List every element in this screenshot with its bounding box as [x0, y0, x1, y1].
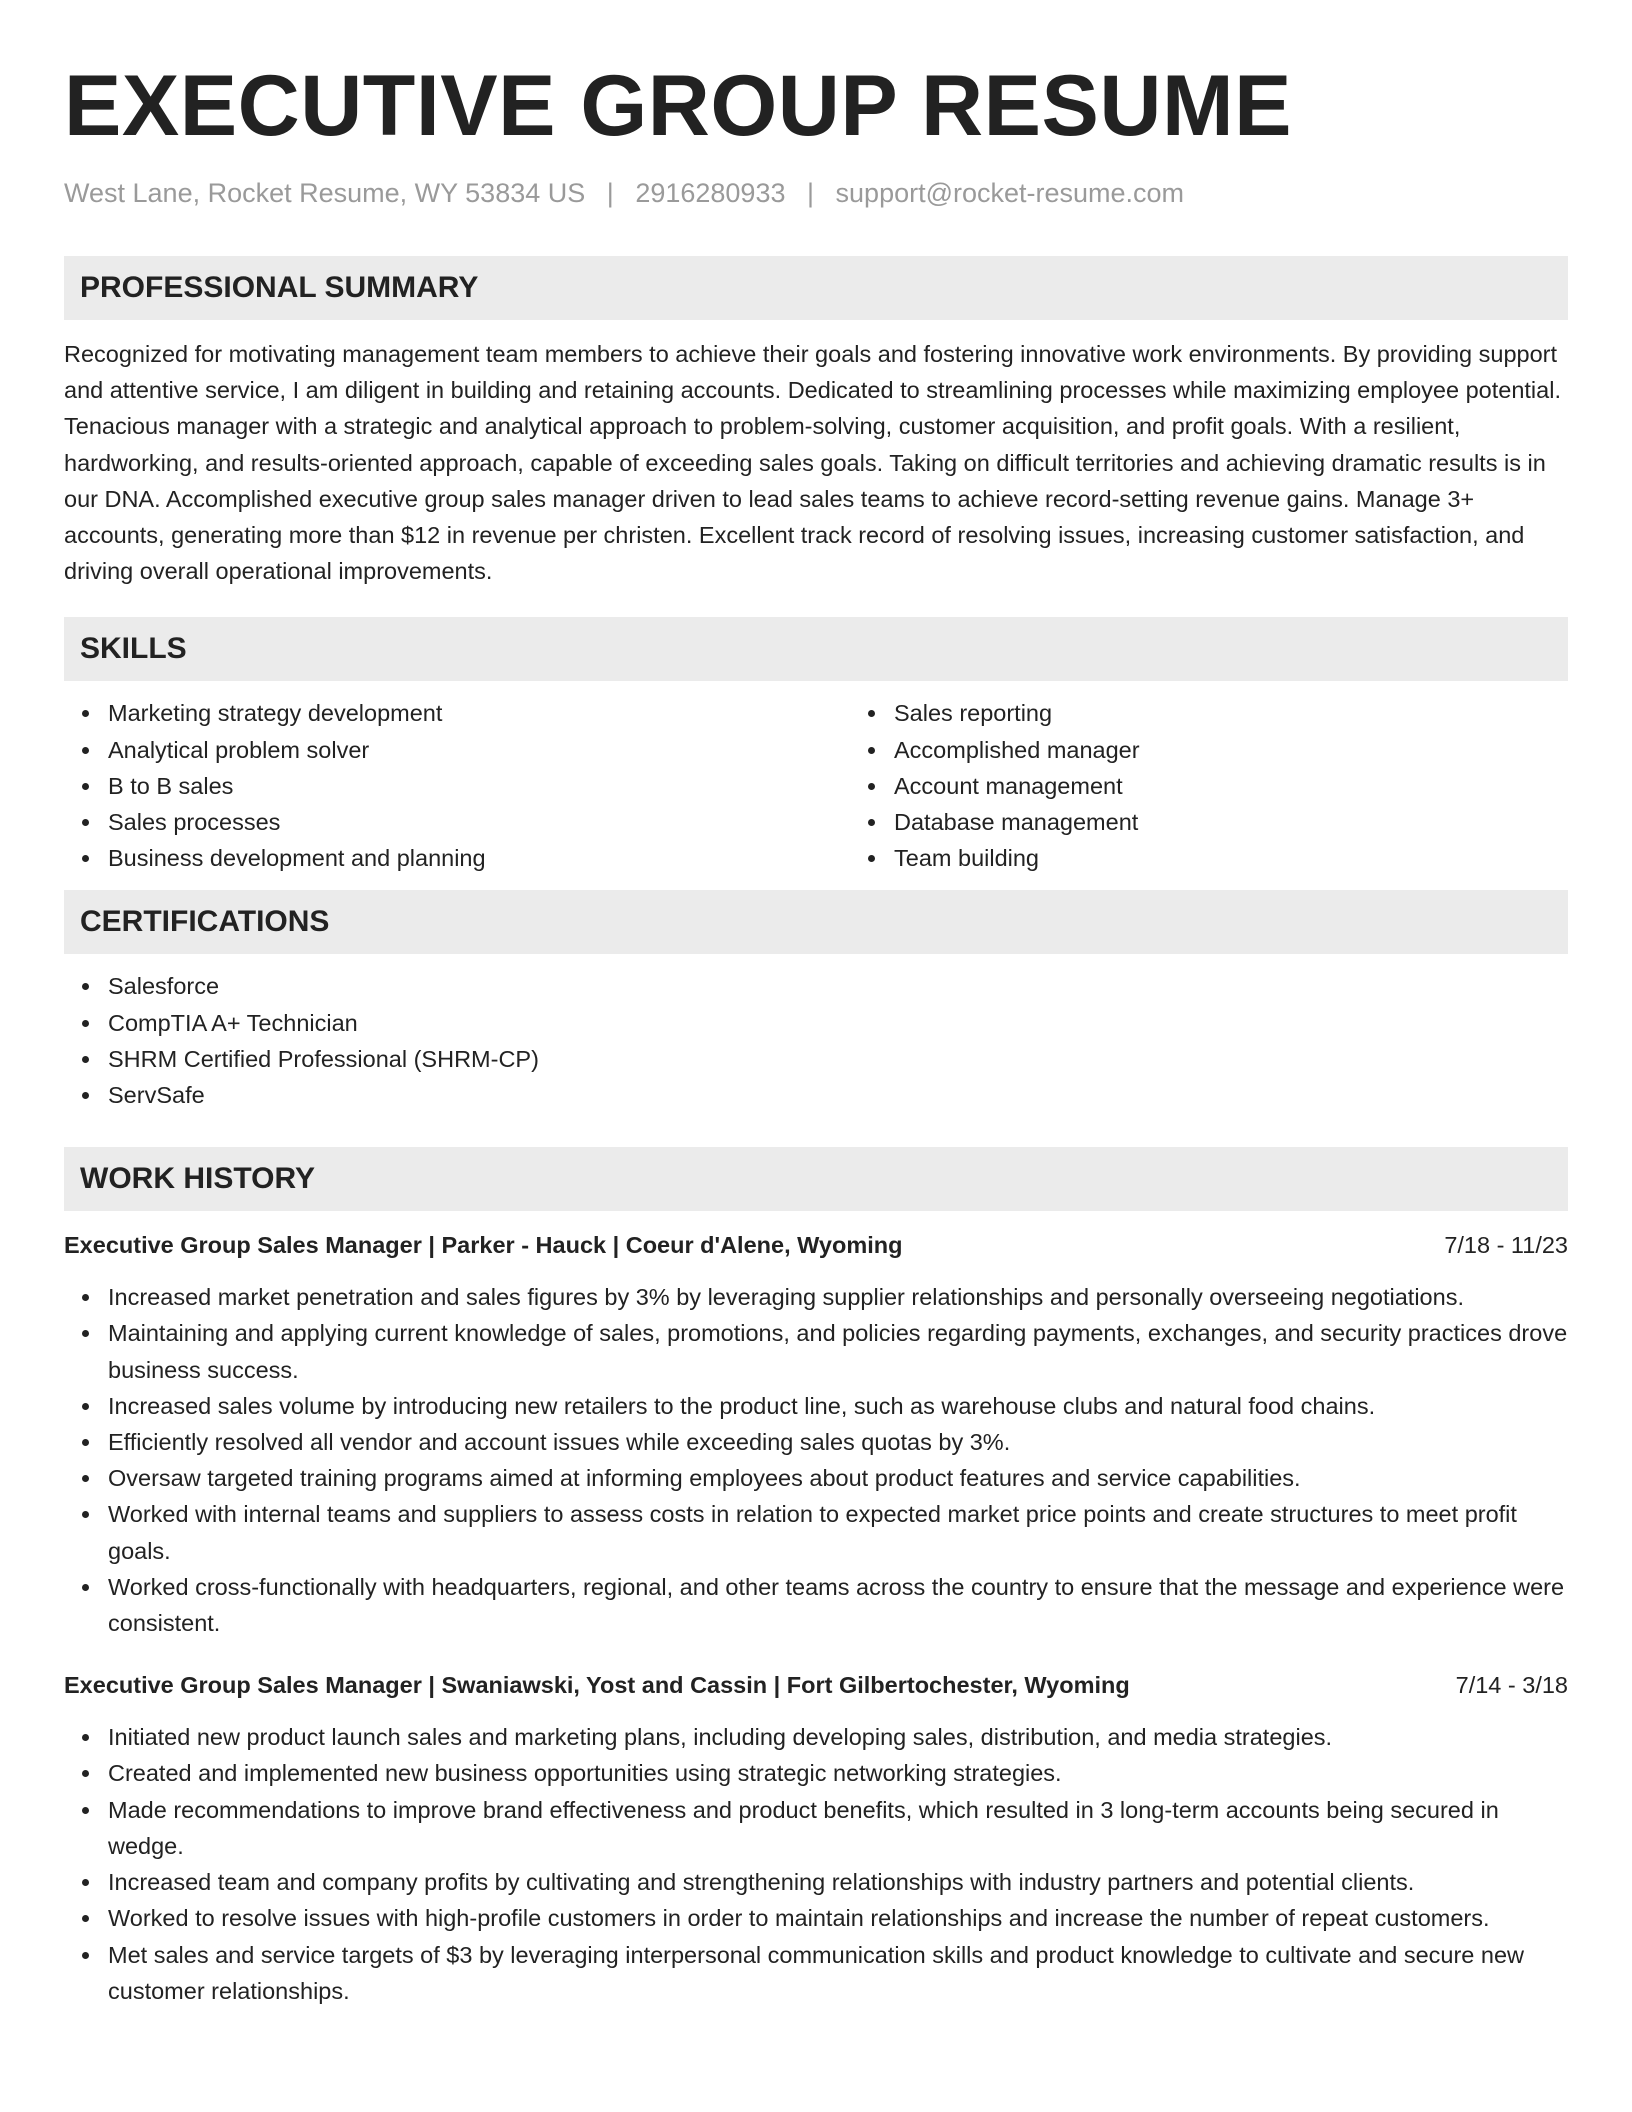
resume-name: EXECUTIVE GROUP RESUME	[64, 58, 1292, 154]
skills-list-left	[64, 695, 850, 876]
contact-address: West Lane, Rocket Resume, WY 53834 US	[64, 178, 586, 208]
list-item: Efficiently resolved all vendor and account issues while exceeding sales quotas by 3%.	[108, 1424, 1568, 1460]
list-item: Sales reporting	[894, 695, 1632, 731]
certifications-list	[64, 968, 1568, 1113]
skills-columns	[64, 695, 1568, 876]
job-title-company: Executive Group Sales Manager | Parker - Hauck | Coeur d'Alene, Wyoming	[64, 1232, 903, 1259]
resume-page	[64, 0, 1568, 2009]
list-item: Team building	[894, 840, 1632, 876]
list-item: Met sales and service targets of $3 by leveraging interpersonal communication skills and product knowledge to cultivate and secure new customer relationships.	[108, 1937, 1568, 2009]
list-item: Increased team and company profits by cultivating and strengthening relationships with industry partners and potential clients.	[108, 1864, 1568, 1900]
list-item: Initiated new product launch sales and marketing plans, including developing sales, distribution, and media strategies.	[108, 1719, 1568, 1755]
list-item: Salesforce	[108, 968, 1568, 1004]
section-header-summary: PROFESSIONAL SUMMARY	[64, 256, 1568, 320]
skills-list-right	[850, 695, 1632, 876]
list-item: Worked with internal teams and suppliers to assess costs in relation to expected market price points and create structures to meet profit goals.	[108, 1496, 1568, 1568]
list-item: Business development and planning	[108, 840, 850, 876]
list-item: Worked cross-functionally with headquarters, regional, and other teams across the country to ensure that the message and experience were consistent.	[108, 1569, 1568, 1641]
list-item: Marketing strategy development	[108, 695, 850, 731]
list-item: Increased sales volume by introducing new retailers to the product line, such as warehouse clubs and natural food chains.	[108, 1388, 1568, 1424]
job-bullets	[64, 1279, 1568, 1641]
list-item: Maintaining and applying current knowledge of sales, promotions, and policies regarding payments, exchanges, and security practices drove business success.	[108, 1315, 1568, 1387]
list-item: Worked to resolve issues with high-profile customers in order to maintain relationships and increase the number of repeat customers.	[108, 1900, 1568, 1936]
list-item: Created and implemented new business opportunities using strategic networking strategies.	[108, 1755, 1568, 1791]
section-header-skills: SKILLS	[64, 617, 1568, 681]
job-heading	[64, 1227, 1568, 1263]
list-item: Accomplished manager	[894, 732, 1632, 768]
list-item: Made recommendations to improve brand effectiveness and product benefits, which resulted in 3 long-term accounts being secured in wedge.	[108, 1792, 1568, 1864]
list-item: SHRM Certified Professional (SHRM-CP)	[108, 1041, 1568, 1077]
list-item: CompTIA A+ Technician	[108, 1005, 1568, 1041]
list-item: Account management	[894, 768, 1632, 804]
contact-email: support@rocket-resume.com	[835, 178, 1185, 208]
job-heading	[64, 1667, 1568, 1703]
job-dates: 7/14 - 3/18	[1455, 1672, 1568, 1699]
section-header-work-history: WORK HISTORY	[64, 1147, 1568, 1211]
job-title-company: Executive Group Sales Manager | Swaniawski, Yost and Cassin | Fort Gilbertochester, Wyoming	[64, 1672, 1130, 1699]
contact-separator: |	[606, 178, 614, 208]
contact-phone: 2916280933	[635, 178, 786, 208]
contact-line	[64, 176, 1568, 210]
list-item: Increased market penetration and sales figures by 3% by leveraging supplier relationships and personally overseeing negotiations.	[108, 1279, 1568, 1315]
job-dates: 7/18 - 11/23	[1444, 1232, 1568, 1259]
list-item: B to B sales	[108, 768, 850, 804]
list-item: Database management	[894, 804, 1632, 840]
list-item: ServSafe	[108, 1077, 1568, 1113]
list-item: Analytical problem solver	[108, 732, 850, 768]
list-item: Sales processes	[108, 804, 850, 840]
job-bullets	[64, 1719, 1568, 2009]
summary-text: Recognized for motivating management team members to achieve their goals and fostering innovative work environments. By providing support and attentive service, I am diligent in building and retaining accounts. Dedicated to streamlining processes while maximizing employee potential. Tenacious manager with a strategic and analytical approach to problem-solving, customer acquisition, and profit goals. With a resilient, hardworking, and results-oriented approach, capable of exceeding sales goals. Taking on difficult territories and achieving dramatic results is in our DNA. Accomplished executive group sales manager driven to lead sales teams to achieve record-setting revenue gains. Manage 3+ accounts, generating more than $12 in revenue per christen. Excellent track record of resolving issues, increasing customer satisfaction, and driving overall operational improvements.	[64, 341, 1561, 585]
section-header-certifications: CERTIFICATIONS	[64, 890, 1568, 954]
contact-separator: |	[807, 178, 815, 208]
list-item: Oversaw targeted training programs aimed at informing employees about product features and service capabilities.	[108, 1460, 1568, 1496]
